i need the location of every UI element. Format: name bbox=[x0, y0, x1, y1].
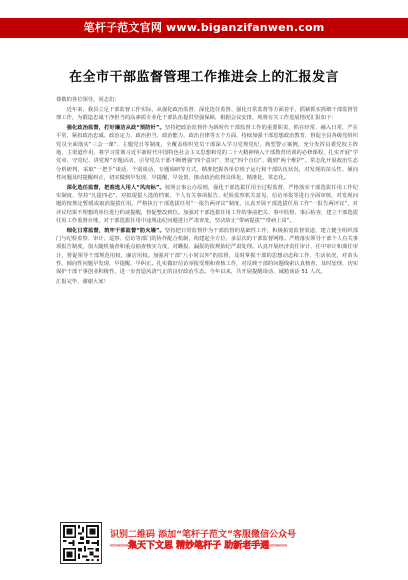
promo-line-2: ——集天下文思 精妙笔杆子 助新老手通—— bbox=[110, 541, 288, 551]
paragraph-selection-supervision bbox=[56, 184, 358, 225]
paragraph-daily-supervision bbox=[56, 227, 358, 277]
paragraph-text: 坚持把日常监督作为干部监督的基础性工作，积极拓宽监督渠道，建立健全组织部门与纪检监察、审计、巡察、信访等部门的协作配合机制，构建起全方位、多层次的干部监督网络。严格落实领导干部个人有关事项报告制度，加大随机抽查和重点抽查核实力度，对瞒报、漏报的依规依纪严肃处理。认真开展经济责任审计、任中审计和离任审计，督促领导干部规范用权、廉洁用权。加强对干部“八小时以外”的监督，及时掌握干部的思想动态和工作、生活状况，对苗头性、倾向性问题早发现、早提醒、早纠正。扎实做好信访举报受理和查核工作，对反映干部的问题线索认真核查、及时处理，切实保护干部干事创业积极性，进一步营造风清气正的良好政治生态。今年以来，共开展提醒谈话、诫勉谈话 51 人次。 bbox=[56, 227, 358, 276]
paragraph-text: 按照公事公办原则，强化干部选拔任用全过程监督，严格落实干部选拔任用工作纪实制度，坚持“凡提四必”，对拟提拔人选的档案、个人有关事项报告、纪检监察机关意见、信访举报等进行全面审核，对发现问题的按规定暂缓或取消提拔任用。严格执行干部选拔任用“一报告两评议”制度，认真开展干部选拔任用工作“一报告两评议”，对评议结果不理想的单位进行约谈提醒，督促整改到位。加强对干部选拔任用工作的事前把关、事中监督、事后检查，建立干部选拔任用工作监督台账，对干部选拔任用中违规违纪问题进行严肃查处，坚决防止“带病提拔”“带病上岗”。 bbox=[56, 184, 358, 224]
closing-line: 汇报完毕，谢谢大家！ bbox=[56, 279, 109, 286]
paragraph-lead: 强化政治监督，打好廉洁从政“预防针”。 bbox=[66, 125, 165, 132]
paragraph-political-supervision bbox=[56, 124, 358, 182]
greeting: 尊敬的各位领导，同志们： bbox=[56, 97, 120, 103]
promo-line-1: 识别二维码 添加“笔杆子范文”客服微信公众号 bbox=[110, 530, 296, 540]
promo-text bbox=[110, 530, 360, 552]
qr-code-icon[interactable] bbox=[60, 522, 102, 564]
promo-footer bbox=[60, 522, 360, 564]
paragraph-lead: 深化选任监督，把准选人用人“风向标”。 bbox=[66, 184, 165, 191]
paragraph-text: 近年来，我县立足干部监督工作实际，从强化政治监督、深化选任监督、强化日常监督等方面着手，抓紧抓实抓细干部监督管理工作，为锻造忠诚干净担当的高素质专业化干部队伍提供坚强保障，根据会议安排，现将有关工作进展情况汇报如下： bbox=[56, 106, 358, 122]
paragraph-text: 坚持把政治监督作为新时代干部监督工作的重要职责，抓在经常、融入日常，严在平常，紧扣政治忠诚、政治定力、政治担当、政治能力、政治自律等五个方面，持续加强干部思想政治教育，督促全县各级党组织党员全面落实“三会一课”、主题党日等制度，全覆盖组织党员干部深入学习党规党纪，典型警示案例，充分发挥县委党校主阵地、主渠道作用，将学习贯彻习近平新时代中国特色社会主义思想和党的二十大精神纳入干部教育培训的必修课程，扎实开展“学党章、守党纪、讲党规”专题活动，引导党员干部不断增强“四个意识”、坚定“四个自信”、做到“两个维护”。常态化开展政治生态分析研判，采取“一把手”谈话、个别谈话、专题调研等方式，精准把握各单位班子运行和干部队伍状况，对发现的苗头性、倾向性问题及时提醒纠正，切实做到早发现、早提醒、早处置，推动政治监督具体化、精准化、常态化。 bbox=[56, 125, 358, 181]
document-title: 在全市干部监督管理工作推进会上的汇报发言 bbox=[68, 70, 339, 85]
paragraph-lead: 细化日常监督，筑牢干部监督“防火墙”。 bbox=[66, 227, 165, 234]
paragraph-intro bbox=[56, 106, 358, 123]
document-body bbox=[56, 96, 358, 288]
site-banner[interactable]: 笔杆子范文官网 www.biganzifanwen.com bbox=[0, 18, 408, 38]
